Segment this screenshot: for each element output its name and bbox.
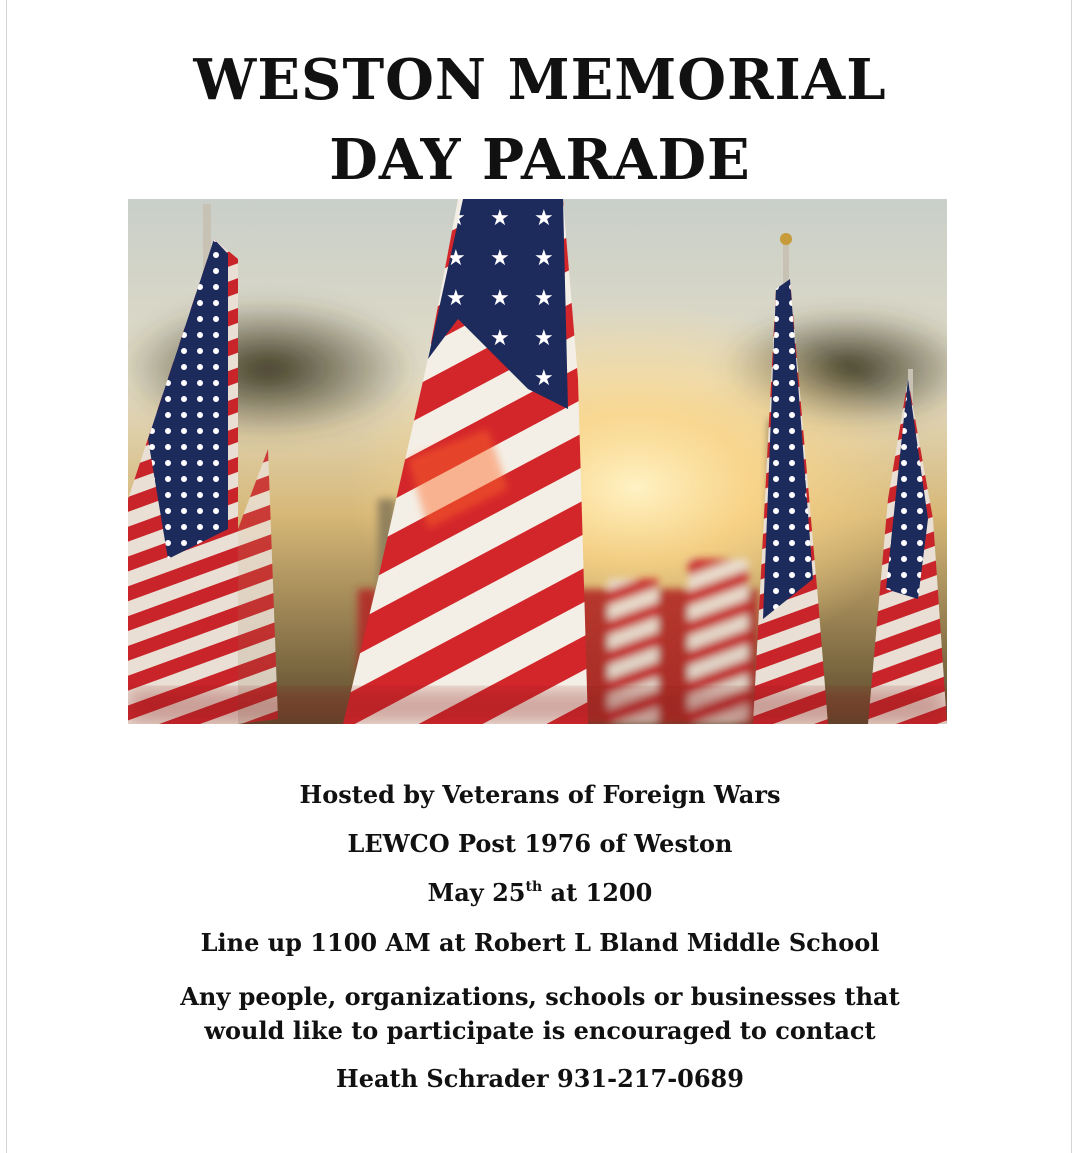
post-line: LEWCO Post 1976 of Weston	[347, 829, 733, 858]
date-rest: at 1200	[542, 878, 653, 907]
title-line-1: WESTON MEMORIAL	[193, 47, 887, 113]
contact-line: Heath Schrader 931-217-0689	[336, 1064, 744, 1093]
title-line-2: DAY PARADE	[329, 127, 751, 193]
american-flags-photo	[128, 199, 947, 724]
flyer-title	[0, 40, 1080, 200]
lineup-line: Line up 1100 AM at Robert L Bland Middle School	[200, 928, 880, 957]
date-prefix: May 25	[427, 878, 526, 907]
date-line	[0, 878, 1080, 907]
invitation-text: Any people, organizations, schools or businesses that would like to participate is encouraged to contact	[180, 982, 900, 1045]
hosted-by-line: Hosted by Veterans of Foreign Wars	[299, 780, 781, 809]
date-suffix: th	[525, 879, 543, 895]
